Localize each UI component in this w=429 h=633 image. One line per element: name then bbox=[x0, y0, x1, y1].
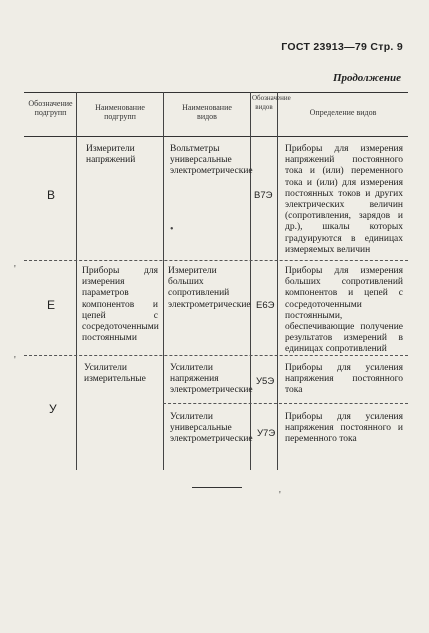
col-divider-4 bbox=[277, 92, 278, 470]
margin-tick: ' bbox=[279, 490, 281, 501]
subgroup-name: Усилители измерительные bbox=[84, 363, 146, 385]
col-header-type-definition: Определение видов bbox=[309, 108, 377, 117]
type-code: У7Э bbox=[257, 428, 276, 439]
group-code: Е bbox=[47, 298, 56, 312]
subgroup-name: Приборы для измерения параметров компонентов и цепей с сосредоточенными постоянными bbox=[82, 266, 159, 344]
table-top-rule bbox=[24, 92, 408, 93]
table-bottom-rule bbox=[192, 487, 242, 488]
type-code: В7Э bbox=[254, 190, 273, 201]
type-definition: Приборы для усиления напряжения постоянного и переменного тока bbox=[285, 412, 403, 445]
col-header-group-code: Обозначение подгрупп bbox=[28, 99, 73, 117]
bullet-mark: • bbox=[170, 224, 174, 235]
type-name: Усилители универсальные электрометрические bbox=[170, 412, 253, 445]
row-separator bbox=[24, 260, 408, 261]
subgroup-name: Измерители напряжений bbox=[86, 144, 136, 166]
type-code: Е6Э bbox=[256, 300, 275, 311]
group-code: У bbox=[49, 402, 57, 416]
margin-tick: ' bbox=[14, 355, 16, 366]
col-header-type-code: Обозначение видов bbox=[252, 94, 291, 111]
type-name: Усилители напряжения электрометрические bbox=[170, 363, 253, 396]
type-definition: Приборы для измерения больших сопротивлений компонентов и цепей с сосредоточенными постоянными, обеспечивающие получение результатов измерений в единицах сопротивлений bbox=[285, 266, 403, 355]
type-definition: Приборы для измерения напряжений постоянного тока и (или) переменного тока и (или) для измерения постоянных токов и других электрических величин (сопротивления, зарядов и др.), шкалы которых градуируются в единицах измеряемых величин bbox=[285, 144, 403, 255]
col-divider-1 bbox=[76, 92, 77, 470]
col-divider-3 bbox=[250, 92, 251, 470]
col-header-subgroup-name: Наименование подгрупп bbox=[95, 103, 145, 121]
continuation-label: Продолжение bbox=[332, 72, 401, 84]
margin-tick: ' bbox=[14, 264, 16, 275]
col-divider-2 bbox=[163, 92, 164, 470]
header-bottom-rule bbox=[24, 136, 408, 137]
group-code: В bbox=[47, 188, 56, 202]
col-header-type-name: Наименование видов bbox=[182, 103, 232, 121]
type-definition: Приборы для усиления напряжения постоянного тока bbox=[285, 363, 403, 396]
row-separator bbox=[163, 403, 408, 404]
type-name: Вольтметры универсальные электрометрические bbox=[170, 144, 253, 177]
type-name: Измерители больших сопротивлений электрометрические bbox=[168, 266, 251, 310]
page-header: ГОСТ 23913—79 Стр. 9 bbox=[281, 41, 403, 53]
type-code: У5Э bbox=[256, 376, 275, 387]
